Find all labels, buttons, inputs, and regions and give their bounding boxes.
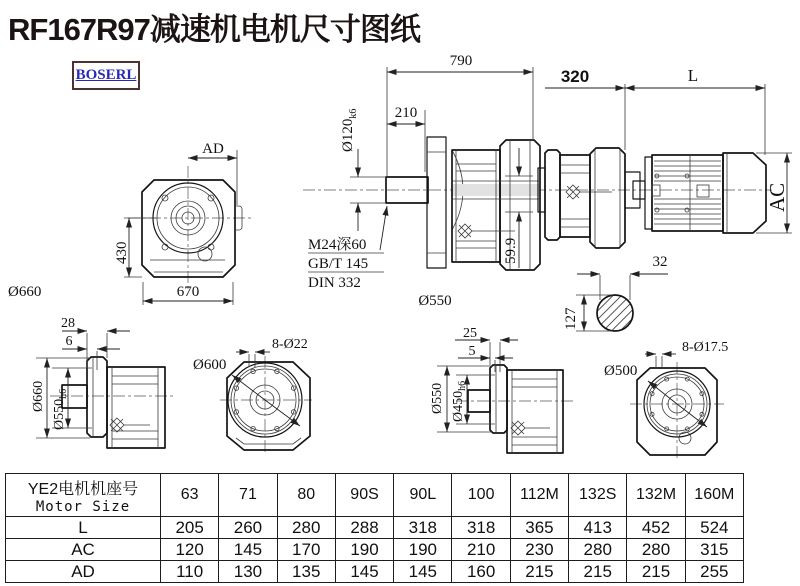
dim-430: 430	[114, 241, 130, 264]
label-dia-500: Ø500	[604, 363, 638, 379]
cell: 215	[510, 561, 568, 583]
flange-view-600	[193, 337, 312, 452]
dim-shaft-dia: $Ø120_{k6}$	[340, 108, 359, 152]
cell: 145	[394, 561, 452, 583]
front-view	[8, 141, 252, 305]
col-header: 112M	[510, 474, 568, 517]
side-view-550	[430, 326, 575, 453]
cell: 413	[569, 517, 627, 539]
dim-127: 127	[563, 307, 579, 330]
motor-size-label-cn: YE2电机机座号	[27, 480, 139, 498]
cell: 205	[161, 517, 219, 539]
dim-ad: AD	[202, 141, 224, 157]
table-row-AD	[6, 561, 744, 583]
note-gbt: GB/T 145	[308, 256, 369, 272]
side-view-660	[31, 316, 175, 448]
dim-5: 5	[468, 344, 476, 359]
dim-motor-length: L	[687, 66, 699, 85]
dim-dia-550h6: $Ø550_{h6}$	[52, 388, 69, 430]
cell: 280	[277, 517, 335, 539]
label-dia-660: Ø660	[8, 284, 42, 300]
motor-size-label-en: Motor Size	[35, 498, 131, 515]
dim-210: 210	[394, 105, 418, 121]
dim-ac: AC	[765, 182, 789, 212]
cell: 210	[452, 539, 510, 561]
col-header: 80	[277, 474, 335, 517]
cell: 130	[219, 561, 277, 583]
motor-size-table	[5, 473, 744, 583]
dim-dia-550: Ø550	[430, 382, 445, 414]
cell: 145	[335, 561, 393, 583]
cell: 160	[452, 561, 510, 583]
col-header: 132M	[627, 474, 685, 517]
dim-dia-660: Ø660	[31, 380, 46, 412]
dim-320: 320	[560, 67, 590, 86]
note-tap: M24深60	[308, 237, 367, 253]
cell: 315	[685, 539, 743, 561]
col-header: 132S	[569, 474, 627, 517]
cell: 120	[161, 539, 219, 561]
col-header: 90S	[335, 474, 393, 517]
dim-790: 790	[449, 53, 473, 69]
dim-dia-450h6: $Ø450_{h6}$	[451, 380, 468, 422]
cell: 318	[394, 517, 452, 539]
dim-6: 6	[65, 334, 73, 349]
col-header: 63	[161, 474, 219, 517]
cell: 215	[569, 561, 627, 583]
dim-670: 670	[176, 284, 200, 300]
dim-25: 25	[463, 326, 477, 341]
label-flange-550: Ø550	[418, 293, 452, 309]
cell: 215	[627, 561, 685, 583]
cell: 280	[569, 539, 627, 561]
cell: 145	[219, 539, 277, 561]
table-header-row	[6, 474, 744, 517]
row-label: AD	[6, 561, 161, 583]
main-side-view	[303, 53, 792, 309]
cell: 280	[627, 539, 685, 561]
cell: 365	[510, 517, 568, 539]
dim-599: 59.9	[503, 237, 519, 264]
shaft-section-view	[563, 254, 668, 331]
cell: 318	[452, 517, 510, 539]
dim-32: 32	[652, 254, 668, 270]
note-din: DIN 332	[308, 275, 361, 291]
row-label: L	[6, 517, 161, 539]
cell: 255	[685, 561, 743, 583]
cell: 135	[277, 561, 335, 583]
col-header: 71	[219, 474, 277, 517]
cell: 110	[161, 561, 219, 583]
cell: 170	[277, 539, 335, 561]
col-header: 90L	[394, 474, 452, 517]
table-row-L	[6, 517, 744, 539]
col-header: 160M	[685, 474, 743, 517]
label-holes-22: 8-Ø22	[272, 337, 308, 352]
label-dia-600: Ø600	[193, 357, 227, 373]
cell: 524	[685, 517, 743, 539]
table-row-AC	[6, 539, 744, 561]
cell: 190	[394, 539, 452, 561]
page-title: RF167R97减速机电机尺寸图纸	[8, 12, 420, 47]
col-header: 100	[452, 474, 510, 517]
cell: 288	[335, 517, 393, 539]
table-corner-cell	[6, 474, 161, 517]
label-holes-175: 8-Ø17.5	[682, 340, 729, 355]
cell: 230	[510, 539, 568, 561]
flange-view-500	[604, 340, 728, 458]
cell: 452	[627, 517, 685, 539]
row-label: AC	[6, 539, 161, 561]
cell: 260	[219, 517, 277, 539]
cell: 190	[335, 539, 393, 561]
dim-28: 28	[61, 316, 75, 331]
brand-logo-text: BOSERL	[75, 67, 137, 83]
